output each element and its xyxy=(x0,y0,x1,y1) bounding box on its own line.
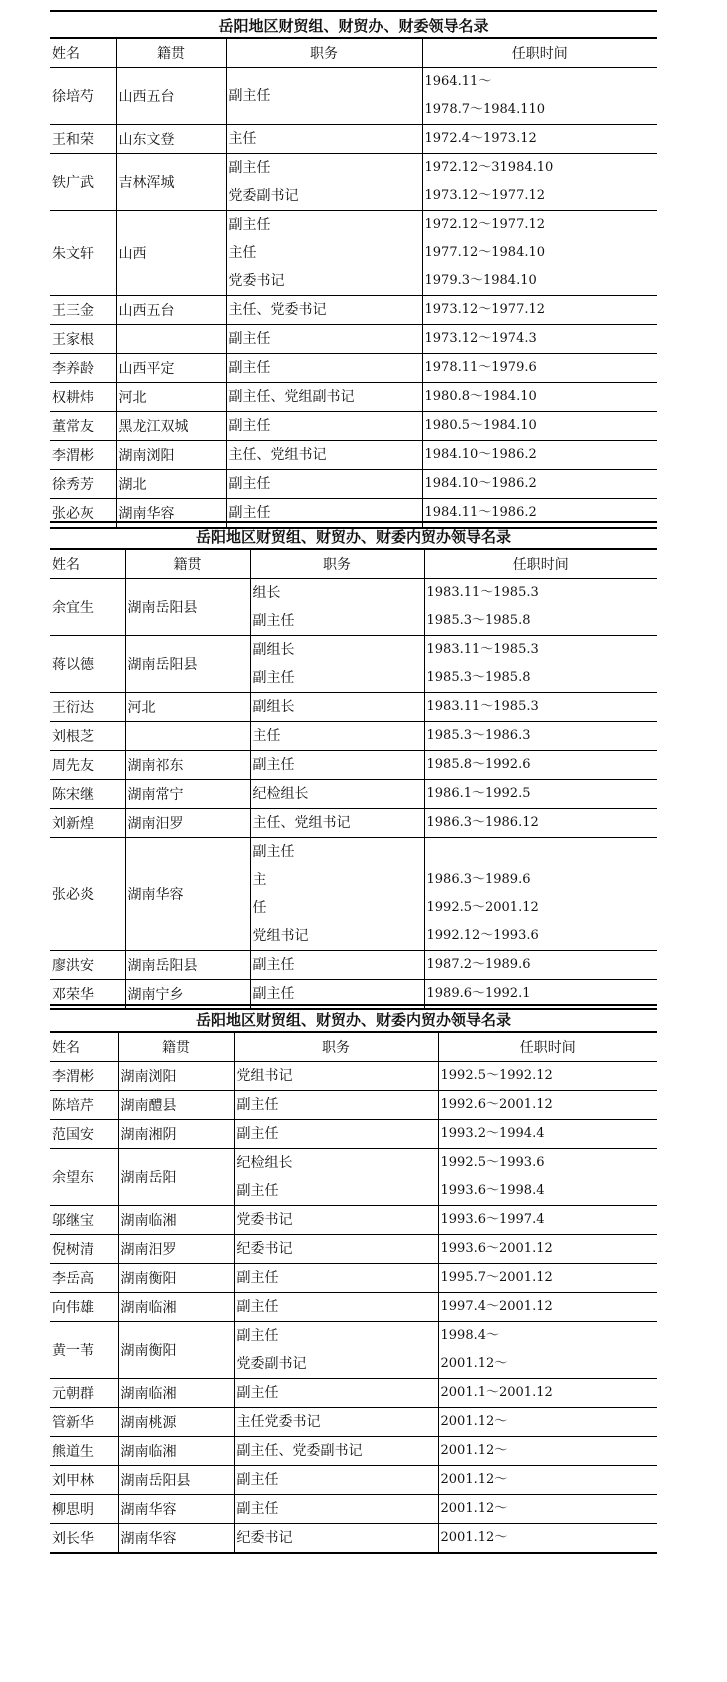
post-line: 组长 xyxy=(252,585,281,601)
header-row xyxy=(50,1033,657,1062)
cell-date xyxy=(424,838,657,951)
date-line: 1984.11～1986.2 xyxy=(424,505,537,520)
cell-name: 权耕炜 xyxy=(50,383,116,412)
date-line: 1992.12～1993.6 xyxy=(426,928,539,943)
cell-date xyxy=(424,809,657,838)
column-header-date: 任职时间 xyxy=(438,1033,657,1062)
cell-post xyxy=(226,325,422,354)
cell-date xyxy=(424,780,657,809)
table-row xyxy=(50,154,657,211)
post-line: 副主任 xyxy=(228,476,271,492)
cell-name: 王和荣 xyxy=(50,125,116,154)
post-line: 主任、党委书记 xyxy=(228,302,327,318)
cell-date xyxy=(438,1437,657,1466)
date-line: 1993.2～1994.4 xyxy=(440,1126,545,1141)
cell-post xyxy=(234,1120,438,1149)
cell-origin: 河北 xyxy=(125,693,250,722)
table-row xyxy=(50,1235,657,1264)
cell-origin: 河北 xyxy=(116,383,226,412)
date-line: 1989.6～1992.1 xyxy=(426,986,531,1001)
cell-origin: 湖南常宁 xyxy=(125,780,250,809)
post-line: 副主任 xyxy=(228,160,271,176)
cell-name: 倪树清 xyxy=(50,1235,118,1264)
cell-origin: 山西五台 xyxy=(116,68,226,125)
cell-name: 柳思明 xyxy=(50,1495,118,1524)
cell-name: 王家根 xyxy=(50,325,116,354)
leaders-table-section-3 xyxy=(50,1004,657,1554)
post-line: 纪检组长 xyxy=(236,1155,293,1171)
cell-post xyxy=(234,1495,438,1524)
header-row xyxy=(50,39,657,68)
date-line: 1985.3～1985.8 xyxy=(426,670,531,685)
date-line: 1993.6～1997.4 xyxy=(440,1212,545,1227)
cell-origin: 湖南华容 xyxy=(118,1524,234,1554)
cell-name: 元朝群 xyxy=(50,1379,118,1408)
post-line: 主任党委书记 xyxy=(236,1414,321,1430)
cell-post xyxy=(234,1149,438,1206)
leaders-table xyxy=(50,1032,657,1554)
table-row xyxy=(50,1524,657,1554)
cell-date xyxy=(438,1091,657,1120)
cell-name: 李渭彬 xyxy=(50,441,116,470)
cell-origin: 湖南浏阳 xyxy=(118,1062,234,1091)
cell-origin: 山西五台 xyxy=(116,296,226,325)
post-line: 党委书记 xyxy=(236,1212,293,1228)
table-title: 岳阳地区财贸组、财贸办、财委内贸办领导名录 xyxy=(50,521,657,549)
table-row xyxy=(50,1495,657,1524)
cell-post xyxy=(234,1293,438,1322)
cell-name: 董常友 xyxy=(50,412,116,441)
post-line: 副主任 xyxy=(252,957,295,973)
cell-date xyxy=(422,68,657,125)
date-line: 1992.5～1993.6 xyxy=(440,1155,545,1170)
post-line: 副主任 xyxy=(236,1501,279,1517)
date-line: 1973.12～1977.12 xyxy=(424,302,546,317)
date-line: 1997.4～2001.12 xyxy=(440,1299,553,1314)
cell-post xyxy=(226,441,422,470)
cell-post xyxy=(234,1206,438,1235)
date-line: 2001.12～ xyxy=(440,1530,508,1545)
table-row xyxy=(50,1293,657,1322)
post-line: 主 xyxy=(252,872,267,888)
cell-origin: 湖南华容 xyxy=(125,838,250,951)
cell-origin: 湖南祁东 xyxy=(125,751,250,780)
cell-date xyxy=(424,636,657,693)
cell-date xyxy=(422,383,657,412)
date-line: 1983.11～1985.3 xyxy=(426,585,539,600)
table-row xyxy=(50,470,657,499)
cell-origin: 湖南桃源 xyxy=(118,1408,234,1437)
cell-date xyxy=(422,441,657,470)
date-line: 2001.12～ xyxy=(440,1414,508,1429)
post-line: 主任 xyxy=(228,245,257,261)
cell-post xyxy=(234,1524,438,1554)
date-line: 1986.3～1986.12 xyxy=(426,815,539,830)
table-row xyxy=(50,1206,657,1235)
cell-name: 邓荣华 xyxy=(50,980,125,1010)
column-header-post: 职务 xyxy=(234,1033,438,1062)
table-row xyxy=(50,325,657,354)
cell-post xyxy=(234,1466,438,1495)
table-row xyxy=(50,211,657,296)
cell-date xyxy=(438,1293,657,1322)
cell-date xyxy=(422,412,657,441)
post-line: 副主任 xyxy=(228,505,271,521)
post-line: 副主任 xyxy=(236,1328,279,1344)
cell-origin: 黑龙江双城 xyxy=(116,412,226,441)
date-line: 1983.11～1985.3 xyxy=(426,699,539,714)
date-line xyxy=(427,838,656,866)
cell-origin xyxy=(116,325,226,354)
date-line: 2001.1～2001.12 xyxy=(440,1385,553,1400)
cell-name: 周先友 xyxy=(50,751,125,780)
date-line: 1992.5～1992.12 xyxy=(440,1068,553,1083)
cell-origin: 湖南临湘 xyxy=(118,1437,234,1466)
date-line: 1992.5～2001.12 xyxy=(426,900,539,915)
cell-origin: 湖南汨罗 xyxy=(125,809,250,838)
date-line: 2001.12～ xyxy=(440,1472,508,1487)
cell-name: 王衍达 xyxy=(50,693,125,722)
table-row xyxy=(50,951,657,980)
date-line: 1985.3～1986.3 xyxy=(426,728,531,743)
cell-date xyxy=(424,693,657,722)
cell-date xyxy=(438,1495,657,1524)
cell-post xyxy=(250,722,424,751)
cell-post xyxy=(234,1322,438,1379)
cell-date xyxy=(438,1322,657,1379)
cell-origin: 湖南华容 xyxy=(118,1495,234,1524)
cell-post xyxy=(234,1408,438,1437)
cell-origin: 湖南衡阳 xyxy=(118,1264,234,1293)
cell-post xyxy=(250,579,424,636)
post-line: 副主任 xyxy=(236,1097,279,1113)
cell-date xyxy=(422,211,657,296)
cell-date xyxy=(438,1524,657,1554)
post-line: 副主任 xyxy=(252,613,295,629)
post-line: 副组长 xyxy=(252,642,295,658)
column-header-name: 姓名 xyxy=(50,1033,118,1062)
cell-origin: 湖南汨罗 xyxy=(118,1235,234,1264)
date-line: 1993.6～1998.4 xyxy=(440,1183,545,1198)
cell-origin: 湖南岳阳 xyxy=(118,1149,234,1206)
cell-date xyxy=(422,125,657,154)
cell-origin: 湖南临湘 xyxy=(118,1379,234,1408)
cell-post xyxy=(226,125,422,154)
date-line: 1972.12～31984.10 xyxy=(424,160,554,175)
cell-name: 蒋以德 xyxy=(50,636,125,693)
table-row xyxy=(50,636,657,693)
cell-date xyxy=(424,951,657,980)
cell-name: 刘甲林 xyxy=(50,1466,118,1495)
cell-post xyxy=(226,68,422,125)
date-line: 1978.7～1984.110 xyxy=(424,102,546,117)
post-line: 主任、党组书记 xyxy=(252,815,351,831)
cell-name: 陈宋继 xyxy=(50,780,125,809)
cell-post xyxy=(234,1379,438,1408)
cell-origin: 湖南宁乡 xyxy=(125,980,250,1010)
cell-origin: 湖南醴县 xyxy=(118,1091,234,1120)
post-line: 副主任 xyxy=(228,331,271,347)
cell-post xyxy=(226,211,422,296)
post-line: 党委副书记 xyxy=(236,1356,307,1372)
post-line: 副主任 xyxy=(236,1385,279,1401)
post-line: 纪委书记 xyxy=(236,1530,293,1546)
cell-name: 余宜生 xyxy=(50,579,125,636)
cell-origin: 湖南衡阳 xyxy=(118,1322,234,1379)
cell-post xyxy=(226,470,422,499)
date-line: 1985.3～1985.8 xyxy=(426,613,531,628)
table-row xyxy=(50,838,657,951)
cell-post xyxy=(234,1264,438,1293)
post-line: 纪检组长 xyxy=(252,786,309,802)
cell-name: 李岳高 xyxy=(50,1264,118,1293)
table-row xyxy=(50,1264,657,1293)
cell-name: 余望东 xyxy=(50,1149,118,1206)
date-line: 1977.12～1984.10 xyxy=(424,245,546,260)
cell-name: 管新华 xyxy=(50,1408,118,1437)
post-line: 党委副书记 xyxy=(228,188,299,204)
date-line: 1986.3～1989.6 xyxy=(426,872,531,887)
table-row xyxy=(50,1091,657,1120)
table-row xyxy=(50,412,657,441)
post-line: 主任 xyxy=(252,728,281,744)
date-line: 1992.6～2001.12 xyxy=(440,1097,553,1112)
cell-date xyxy=(424,579,657,636)
table-row xyxy=(50,1149,657,1206)
post-line: 副主任 xyxy=(236,1183,279,1199)
table-row xyxy=(50,354,657,383)
table-row xyxy=(50,1379,657,1408)
post-line: 副主任 xyxy=(228,360,271,376)
post-line: 党组书记 xyxy=(252,928,309,944)
date-line: 1972.4～1973.12 xyxy=(424,131,537,146)
post-line: 副主任 xyxy=(252,986,295,1002)
column-header-origin: 籍贯 xyxy=(125,550,250,579)
cell-origin: 湖南临湘 xyxy=(118,1206,234,1235)
table-row xyxy=(50,1322,657,1379)
post-line: 副组长 xyxy=(252,699,295,715)
cell-origin: 吉林浑城 xyxy=(116,154,226,211)
cell-post xyxy=(226,296,422,325)
date-line: 1986.1～1992.5 xyxy=(426,786,531,801)
cell-date xyxy=(424,751,657,780)
column-header-post: 职务 xyxy=(250,550,424,579)
cell-name: 范国安 xyxy=(50,1120,118,1149)
cell-post xyxy=(234,1091,438,1120)
cell-name: 徐培芍 xyxy=(50,68,116,125)
post-line: 纪委书记 xyxy=(236,1241,293,1257)
cell-name: 徐秀芳 xyxy=(50,470,116,499)
table-row xyxy=(50,125,657,154)
post-line: 副主任 xyxy=(236,1472,279,1488)
post-line: 副主任 xyxy=(228,88,271,104)
cell-origin: 湖南浏阳 xyxy=(116,441,226,470)
post-line: 副主任 xyxy=(252,670,295,686)
table-row xyxy=(50,1408,657,1437)
cell-origin: 湖南湘阴 xyxy=(118,1120,234,1149)
cell-name: 李渭彬 xyxy=(50,1062,118,1091)
table-row xyxy=(50,809,657,838)
date-line: 1998.4～ xyxy=(440,1328,499,1343)
cell-post xyxy=(250,751,424,780)
cell-name: 张必灰 xyxy=(50,499,116,529)
post-line: 副主任 xyxy=(228,418,271,434)
cell-origin: 山西 xyxy=(116,211,226,296)
date-line: 1983.11～1985.3 xyxy=(426,642,539,657)
date-line: 1964.11～ xyxy=(424,74,492,89)
date-line: 1973.12～1977.12 xyxy=(424,188,546,203)
table-row xyxy=(50,383,657,412)
post-line: 党委书记 xyxy=(228,273,285,289)
table-row xyxy=(50,693,657,722)
cell-origin: 湖南岳阳县 xyxy=(118,1466,234,1495)
cell-origin xyxy=(125,722,250,751)
post-line: 副主任 xyxy=(252,844,295,860)
post-line: 副主任、党委副书记 xyxy=(236,1443,363,1459)
cell-post xyxy=(226,383,422,412)
post-line: 副主任 xyxy=(228,217,271,233)
post-line: 副主任 xyxy=(236,1270,279,1286)
post-line: 副主任 xyxy=(236,1126,279,1142)
cell-post xyxy=(250,780,424,809)
cell-date xyxy=(422,154,657,211)
table-row xyxy=(50,1466,657,1495)
column-header-name: 姓名 xyxy=(50,39,116,68)
cell-name: 陈培芹 xyxy=(50,1091,118,1120)
date-line: 2001.12～ xyxy=(440,1443,508,1458)
date-line: 2001.12～ xyxy=(440,1356,508,1371)
post-line: 任 xyxy=(252,900,267,916)
leaders-table-section-2 xyxy=(50,521,657,1010)
post-line: 副主任 xyxy=(252,757,295,773)
cell-post xyxy=(250,693,424,722)
cell-post xyxy=(226,154,422,211)
cell-post xyxy=(234,1062,438,1091)
table-row xyxy=(50,1120,657,1149)
table-row xyxy=(50,751,657,780)
cell-date xyxy=(438,1379,657,1408)
post-line: 主任、党组书记 xyxy=(228,447,327,463)
post-line: 党组书记 xyxy=(236,1068,293,1084)
cell-name: 邬继宝 xyxy=(50,1206,118,1235)
cell-name: 刘长华 xyxy=(50,1524,118,1554)
cell-post xyxy=(250,951,424,980)
cell-origin: 湖南华容 xyxy=(116,499,226,529)
cell-name: 李养龄 xyxy=(50,354,116,383)
cell-name: 王三金 xyxy=(50,296,116,325)
column-header-origin: 籍贯 xyxy=(118,1033,234,1062)
cell-date xyxy=(438,1149,657,1206)
cell-origin: 湖南岳阳县 xyxy=(125,636,250,693)
cell-date xyxy=(422,470,657,499)
cell-name: 向伟雄 xyxy=(50,1293,118,1322)
cell-name: 黄一苇 xyxy=(50,1322,118,1379)
leaders-table xyxy=(50,549,657,1010)
cell-origin: 湖南岳阳县 xyxy=(125,579,250,636)
cell-origin: 山东文登 xyxy=(116,125,226,154)
post-line: 副主任 xyxy=(236,1299,279,1315)
post-line: 主任 xyxy=(228,131,257,147)
cell-date xyxy=(438,1235,657,1264)
column-header-origin: 籍贯 xyxy=(116,39,226,68)
date-line: 1972.12～1977.12 xyxy=(424,217,546,232)
cell-post xyxy=(250,636,424,693)
cell-date xyxy=(438,1466,657,1495)
cell-name: 张必炎 xyxy=(50,838,125,951)
cell-post xyxy=(234,1437,438,1466)
cell-name: 廖洪安 xyxy=(50,951,125,980)
cell-date xyxy=(438,1062,657,1091)
table-row xyxy=(50,780,657,809)
table-row xyxy=(50,441,657,470)
cell-name: 朱文轩 xyxy=(50,211,116,296)
cell-date xyxy=(422,296,657,325)
date-line: 1984.10～1986.2 xyxy=(424,476,537,491)
cell-date xyxy=(438,1206,657,1235)
table-row xyxy=(50,1437,657,1466)
leaders-table xyxy=(50,38,657,529)
post-line: 副主任、党组副书记 xyxy=(228,389,355,405)
date-line: 1973.12～1974.3 xyxy=(424,331,537,346)
table-row xyxy=(50,1062,657,1091)
date-line: 1978.11～1979.6 xyxy=(424,360,537,375)
cell-post xyxy=(250,809,424,838)
table-row xyxy=(50,722,657,751)
cell-date xyxy=(438,1120,657,1149)
cell-origin: 湖北 xyxy=(116,470,226,499)
cell-post xyxy=(226,412,422,441)
date-line: 1985.8～1992.6 xyxy=(426,757,531,772)
cell-name: 铁广武 xyxy=(50,154,116,211)
cell-name: 刘新煌 xyxy=(50,809,125,838)
table-row xyxy=(50,68,657,125)
column-header-date: 任职时间 xyxy=(424,550,657,579)
cell-post xyxy=(250,838,424,951)
cell-date xyxy=(422,325,657,354)
date-line: 1995.7～2001.12 xyxy=(440,1270,553,1285)
date-line: 1993.6～2001.12 xyxy=(440,1241,553,1256)
cell-date xyxy=(422,354,657,383)
table-row xyxy=(50,296,657,325)
cell-post xyxy=(234,1235,438,1264)
cell-date xyxy=(424,722,657,751)
table-title: 岳阳地区财贸组、财贸办、财委领导名录 xyxy=(50,10,657,38)
date-line: 1980.5～1984.10 xyxy=(424,418,537,433)
cell-origin: 湖南岳阳县 xyxy=(125,951,250,980)
leaders-table-section-1 xyxy=(50,10,657,529)
column-header-post: 职务 xyxy=(226,39,422,68)
cell-date xyxy=(438,1408,657,1437)
cell-date xyxy=(438,1264,657,1293)
cell-origin: 湖南临湘 xyxy=(118,1293,234,1322)
table-row xyxy=(50,579,657,636)
cell-name: 刘根芝 xyxy=(50,722,125,751)
date-line: 1987.2～1989.6 xyxy=(426,957,531,972)
table-title: 岳阳地区财贸组、财贸办、财委内贸办领导名录 xyxy=(50,1004,657,1032)
cell-origin: 山西平定 xyxy=(116,354,226,383)
cell-post xyxy=(226,354,422,383)
header-row xyxy=(50,550,657,579)
date-line: 2001.12～ xyxy=(440,1501,508,1516)
column-header-name: 姓名 xyxy=(50,550,125,579)
cell-name: 熊道生 xyxy=(50,1437,118,1466)
column-header-date: 任职时间 xyxy=(422,39,657,68)
date-line: 1979.3～1984.10 xyxy=(424,273,537,288)
date-line: 1980.8～1984.10 xyxy=(424,389,537,404)
date-line: 1984.10～1986.2 xyxy=(424,447,537,462)
